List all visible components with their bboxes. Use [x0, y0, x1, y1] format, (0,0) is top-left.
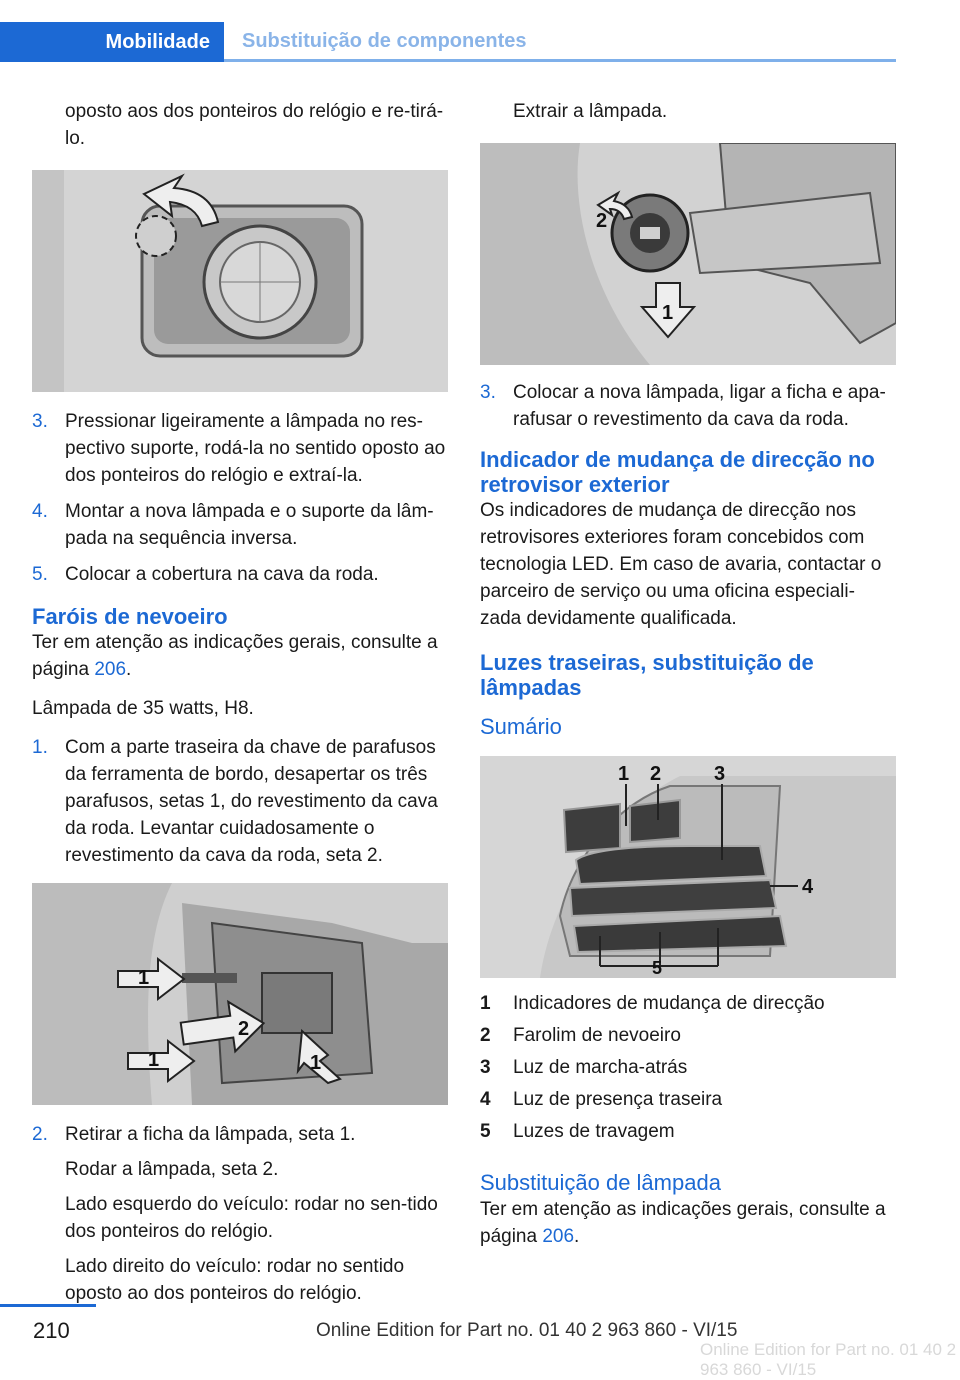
- legend-value: Indicadores de mudança de direcção: [513, 993, 825, 1014]
- fog-reference-end: .: [126, 659, 132, 680]
- legend-key: 3: [480, 1057, 491, 1078]
- step-number: 4.: [32, 501, 48, 522]
- table-row: [480, 1116, 825, 1148]
- fog-lights-heading: Faróis de nevoeiro: [32, 604, 228, 629]
- table-row: [480, 988, 825, 1020]
- fog-reference-text: Ter em atenção as indicações gerais, consulte a página: [32, 632, 438, 680]
- summary-heading: Sumário: [480, 714, 562, 739]
- fig2-label-1a: 1: [138, 967, 150, 989]
- bulb-replacement-heading: Substituição de lâmpada: [480, 1170, 721, 1195]
- steps-list-b: [32, 734, 448, 869]
- chapter-title: Substituição de componentes: [242, 30, 527, 52]
- step-number: 3.: [32, 411, 48, 432]
- watermark: Online Edition for Part no. 01 40 2 963 860 - VI/15: [700, 1340, 957, 1379]
- legend-key: 5: [480, 1121, 491, 1142]
- fig4-label-4: 4: [802, 876, 814, 898]
- bulb-reference-end: .: [574, 1226, 580, 1247]
- table-row: [480, 1020, 825, 1052]
- step-number: 2.: [32, 1124, 48, 1145]
- mirror-indicator-text: Os indicadores de mudança de direcção nos retrovisores exteriores foram concebidos com tecnologia LED. Em caso de avaria, contactar o parceiro de serviço ou uma oficina especiali‐zada devidamente qualificada.: [480, 500, 882, 629]
- fig3-label-1: 1: [662, 302, 674, 324]
- fig4-label-3: 3: [714, 763, 726, 785]
- steps-list-a: [32, 408, 448, 588]
- legend-value: Farolim de nevoeiro: [513, 1025, 681, 1046]
- step-text: Colocar a nova lâmpada, ligar a ficha e apa‐rafusar o revestimento da cava da roda.: [513, 382, 886, 430]
- fig4-label-1: 1: [618, 763, 630, 785]
- legend-key: 2: [480, 1025, 491, 1046]
- step-number: 1.: [32, 737, 48, 758]
- fog-lamp-spec: Lâmpada de 35 watts, H8.: [32, 698, 254, 719]
- tail-lights-heading: Luzes traseiras, substituição de lâmpadas: [480, 650, 814, 700]
- legend-value: Luzes de travagem: [513, 1121, 675, 1142]
- fig3-label-2: 2: [596, 210, 608, 232]
- fig4-label-2: 2: [650, 763, 662, 785]
- list-item: [32, 498, 448, 552]
- fig2-label-2: 2: [238, 1018, 250, 1040]
- steps-list-d: [480, 379, 896, 433]
- page-link-206[interactable]: 206: [94, 659, 127, 680]
- page-header: [0, 0, 960, 62]
- step-text: Montar a nova lâmpada e o suporte da lâm‐pada na sequência inversa.: [65, 501, 434, 549]
- step-text: Com a parte traseira da chave de parafusos da ferramenta de bordo, desapertar os três parafusos, setas 1, do revestimento da cava da roda. Levantar cuidadosamente o revestimento da cava da roda, seta 2.: [65, 737, 438, 866]
- tail-light-legend: [480, 988, 825, 1148]
- table-row: [480, 1084, 825, 1116]
- bulb-replacement-reference: [480, 1196, 896, 1250]
- step-sub-text: Rodar a lâmpada, seta 2.: [65, 1159, 279, 1180]
- mirror-indicator-heading: Indicador de mudança de direcção no retrovisor exterior: [480, 447, 875, 497]
- fog-reference: [32, 629, 448, 683]
- list-item: [480, 379, 896, 433]
- fig2-label-1b: 1: [148, 1049, 160, 1071]
- figure-wheel-arch-cover: [32, 170, 448, 392]
- list-item: [32, 561, 448, 588]
- edition-note: Online Edition for Part no. 01 40 2 963 860 - VI/15: [316, 1320, 738, 1341]
- figure-tail-light-overview: [480, 756, 896, 978]
- figure-fog-lamp-removal: [480, 143, 896, 365]
- fig4-label-5: 5: [652, 958, 663, 978]
- step-sub-text: Lado esquerdo do veículo: rodar no sen‐tido dos ponteiros do relógio.: [65, 1194, 438, 1242]
- step-number: 5.: [32, 564, 48, 585]
- extract-text: Extrair a lâmpada.: [513, 101, 668, 122]
- list-item: [32, 408, 448, 489]
- legend-key: 1: [480, 993, 491, 1014]
- right-column: [480, 98, 896, 1250]
- step-number: 3.: [480, 382, 496, 403]
- fig2-label-1c: 1: [310, 1052, 322, 1074]
- step-text: Retirar a ficha da lâmpada, seta 1.: [65, 1124, 356, 1145]
- page-number: 210: [33, 1318, 70, 1343]
- list-item: [32, 734, 448, 869]
- left-column: [32, 98, 448, 1316]
- header-rule: [224, 59, 896, 62]
- figure-wheel-arch-screws: [32, 883, 448, 1105]
- step-text: Colocar a cobertura na cava da roda.: [65, 564, 379, 585]
- intro-text: oposto aos dos ponteiros do relógio e re‐tirá-lo.: [65, 101, 444, 149]
- legend-value: Luz de presença traseira: [513, 1089, 723, 1110]
- list-item: [32, 1121, 448, 1307]
- table-row: [480, 1052, 825, 1084]
- steps-list-c: [32, 1121, 448, 1307]
- bulb-reference-text: Ter em atenção as indicações gerais, consulte a página: [480, 1199, 886, 1247]
- section-tab: Mobilidade: [0, 22, 224, 62]
- step-text: Pressionar ligeiramente a lâmpada no res‐pectivo suporte, rodá-la no sentido oposto ao dos ponteiros do relógio e extraí-la.: [65, 411, 446, 486]
- footer-rule: [0, 1304, 96, 1307]
- step-sub-text: Lado direito do veículo: rodar no sentido oposto ao dos ponteiros do relógio.: [65, 1256, 405, 1304]
- page-link-206[interactable]: 206: [542, 1226, 575, 1247]
- legend-value: Luz de marcha-atrás: [513, 1057, 688, 1078]
- legend-key: 4: [480, 1089, 491, 1110]
